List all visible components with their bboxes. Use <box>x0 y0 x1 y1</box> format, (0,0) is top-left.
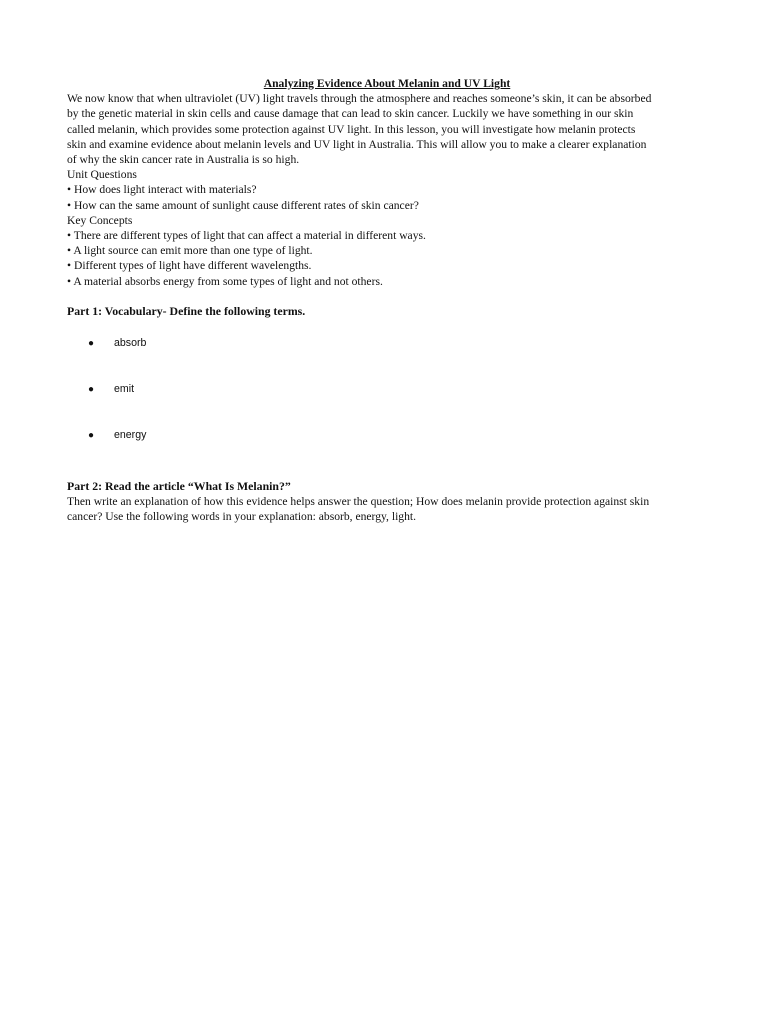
vocabulary-term: energy <box>114 429 147 442</box>
unit-question-item: • How does light interact with materials? <box>67 183 257 197</box>
key-concepts-heading: Key Concepts <box>67 213 133 227</box>
intro-line: of why the skin cancer rate in Australia is so high. <box>67 153 300 167</box>
part1-heading: Part 1: Vocabulary- Define the following terms. <box>67 303 306 318</box>
intro-line: by the genetic material in skin cells and cause damage that can lead to skin cancer. Luckily we have something in our skin <box>67 107 634 121</box>
document-title: Analyzing Evidence About Melanin and UV Light <box>263 77 511 90</box>
document-page <box>67 76 707 525</box>
bullet-icon: ● <box>88 384 95 396</box>
vocabulary-list <box>67 336 707 474</box>
key-concepts-section <box>67 213 707 289</box>
key-concept-item: • Different types of light have different wavelengths. <box>67 259 312 273</box>
key-concept-item: • A material absorbs energy from some types of light and not others. <box>67 274 383 288</box>
unit-question-item: • How can the same amount of sunlight cause different rates of skin cancer? <box>67 198 419 212</box>
part1-section <box>67 304 707 474</box>
intro-line: skin and examine evidence about melanin levels and UV light in Australia. This will allow you to make a clearer explanation <box>67 137 647 151</box>
part2-section <box>67 479 707 525</box>
unit-questions-section <box>67 167 707 213</box>
part2-instruction-line: cancer? Use the following words in your explanation: absorb, energy, light. <box>67 510 417 524</box>
intro-line: We now know that when ultraviolet (UV) light travels through the atmosphere and reaches someone’s skin, it can be absorbed <box>67 92 652 106</box>
part2-instruction-line: Then write an explanation of how this evidence helps answer the question; How does melanin provide protection against skin <box>67 495 650 509</box>
part2-heading: Part 2: Read the article “What Is Melanin?” <box>67 479 291 494</box>
bullet-icon: ● <box>88 430 95 442</box>
vocabulary-item <box>67 382 707 428</box>
intro-line: called melanin, which provides some protection against UV light. In this lesson, you will investigate how melanin protects <box>67 122 636 136</box>
unit-questions-heading: Unit Questions <box>67 168 137 182</box>
vocabulary-item <box>67 336 707 382</box>
key-concept-item: • A light source can emit more than one type of light. <box>67 244 313 258</box>
vocabulary-term: absorb <box>114 337 147 350</box>
bullet-icon: ● <box>88 338 95 350</box>
vocabulary-item <box>67 428 707 474</box>
key-concept-item: • There are different types of light that can affect a material in different ways. <box>67 229 426 243</box>
vocabulary-term: emit <box>114 383 135 396</box>
intro-paragraph <box>67 91 707 167</box>
